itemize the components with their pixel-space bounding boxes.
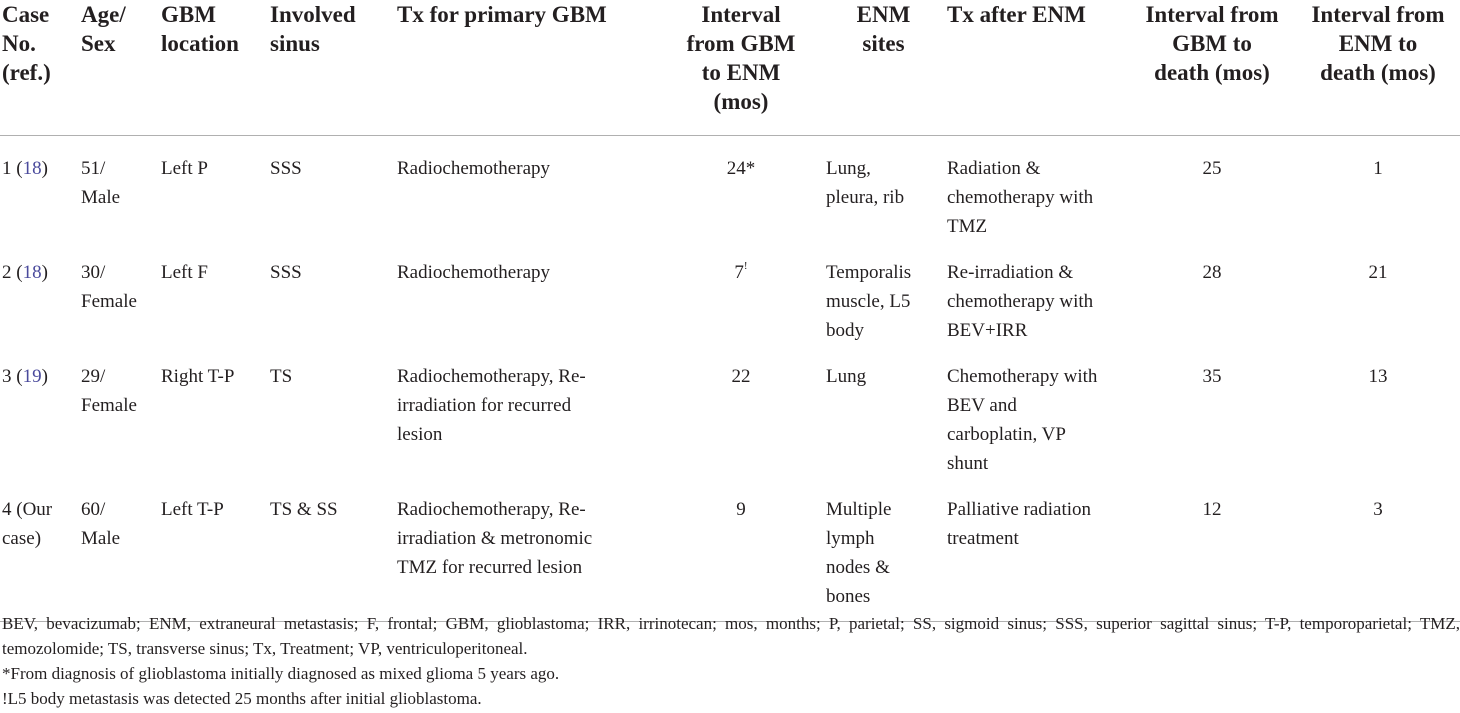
reference-link[interactable]: 18	[22, 262, 42, 283]
case-cell: 4 (Our case)	[0, 478, 79, 622]
enm-death-cell: 1	[1373, 158, 1383, 179]
location-cell: Left T-P	[159, 478, 268, 622]
gbm-death-cell: 12	[1128, 478, 1298, 622]
tx-after-cell: Palliative radiation treatment	[945, 478, 1128, 622]
tx-after-cell: Chemotherapy with BEV and carboplatin, VP shunt	[947, 366, 1098, 474]
location-cell: Left F	[161, 262, 208, 283]
enm-death-cell: 13	[1368, 366, 1388, 387]
header-case: Case No. (ref.)	[0, 0, 79, 136]
interval-enm-cell: 24*	[726, 158, 756, 179]
header-interval-gbm-death: Interval from GBM to death (mos)	[1128, 0, 1298, 136]
table-row	[0, 478, 1460, 622]
sinus-cell: TS & SS	[268, 478, 395, 622]
gbm-death-cell: 25	[1202, 158, 1222, 179]
interval-enm-cell: 22	[731, 366, 751, 387]
enm-death-cell: 3	[1298, 478, 1460, 622]
sinus-cell: SSS	[270, 262, 302, 283]
age-sex-cell: 60/ Male	[79, 478, 159, 622]
enm-sites-cell: Lung	[826, 366, 867, 387]
abbreviations-note: BEV, bevacizumab; ENM, extraneural metastasis; F, frontal; GBM, glioblastoma; IRR, irrinotecan; mos, months; P, parietal; SS, sigmoid sinus; SSS, superior sagittal sinus; T-P, temporoparietal; TMZ, temozolomide; TS, transverse sinus; Tx, Treatment; VP, ventriculoperitoneal.	[2, 614, 1460, 658]
location-cell: Left P	[161, 158, 208, 179]
reference-link[interactable]: 18	[22, 158, 42, 179]
location-cell: Right T-P	[161, 366, 235, 387]
case-cell: 2 (18)	[2, 262, 48, 283]
header-age-sex: Age/ Sex	[79, 0, 159, 136]
gbm-death-cell: 28	[1202, 262, 1222, 283]
header-tx-primary: Tx for primary GBM	[395, 0, 660, 136]
header-involved-sinus: Involved sinus	[268, 0, 395, 136]
reference-link[interactable]: 19	[22, 366, 42, 387]
asterisk-note: *From diagnosis of glioblastoma initially diagnosed as mixed glioma 5 years ago.	[2, 664, 560, 683]
exclamation-note: !L5 body metastasis was detected 25 months after initial glioblastoma.	[2, 689, 482, 708]
tx-primary-cell: Radiochemotherapy	[397, 262, 551, 283]
age-sex-cell: 51/ Male	[81, 158, 121, 208]
header-interval-enm-death: Interval from ENM to death (mos)	[1298, 0, 1460, 136]
enm-sites-cell: Lung, pleura, rib	[826, 158, 905, 208]
case-cell: 3 (19)	[2, 366, 48, 387]
table-row	[0, 345, 1460, 478]
header-tx-after-enm: Tx after ENM	[945, 0, 1128, 136]
age-sex-cell: 29/ Female	[81, 366, 137, 416]
interval-enm-cell: 7!	[734, 259, 748, 283]
header-enm-sites: ENM sites	[824, 0, 945, 136]
tx-after-cell: Re-irradiation & chemotherapy with BEV+IRR	[947, 262, 1094, 341]
header-row	[0, 0, 1460, 136]
table-footnotes	[2, 611, 1460, 711]
footnote-marker: !	[743, 259, 748, 272]
age-sex-cell: 30/ Female	[81, 262, 137, 312]
enm-sites-cell: Temporalis muscle, L5 body	[826, 262, 912, 341]
case-cell: 1 (18)	[2, 158, 48, 179]
enm-sites-cell: Multiple lymph nodes & bones	[824, 478, 945, 622]
header-gbm-location: GBM location	[159, 0, 268, 136]
table-row	[0, 241, 1460, 345]
sinus-cell: TS	[270, 366, 293, 387]
header-interval-gbm-enm: Interval from GBM to ENM (mos)	[660, 0, 824, 136]
tx-primary-cell: Radiochemotherapy, Re- irradiation & metronomic TMZ for recurred lesion	[395, 478, 660, 622]
tx-after-cell: Radiation & chemotherapy with TMZ	[947, 158, 1094, 237]
gbm-death-cell: 35	[1202, 366, 1222, 387]
sinus-cell: SSS	[270, 158, 302, 179]
tx-primary-cell: Radiochemotherapy, Re- irradiation for recurred lesion	[397, 366, 586, 445]
table-row	[0, 136, 1460, 242]
enm-death-cell: 21	[1368, 262, 1388, 283]
tx-primary-cell: Radiochemotherapy	[397, 158, 551, 179]
interval-enm-cell: 9	[660, 478, 824, 622]
